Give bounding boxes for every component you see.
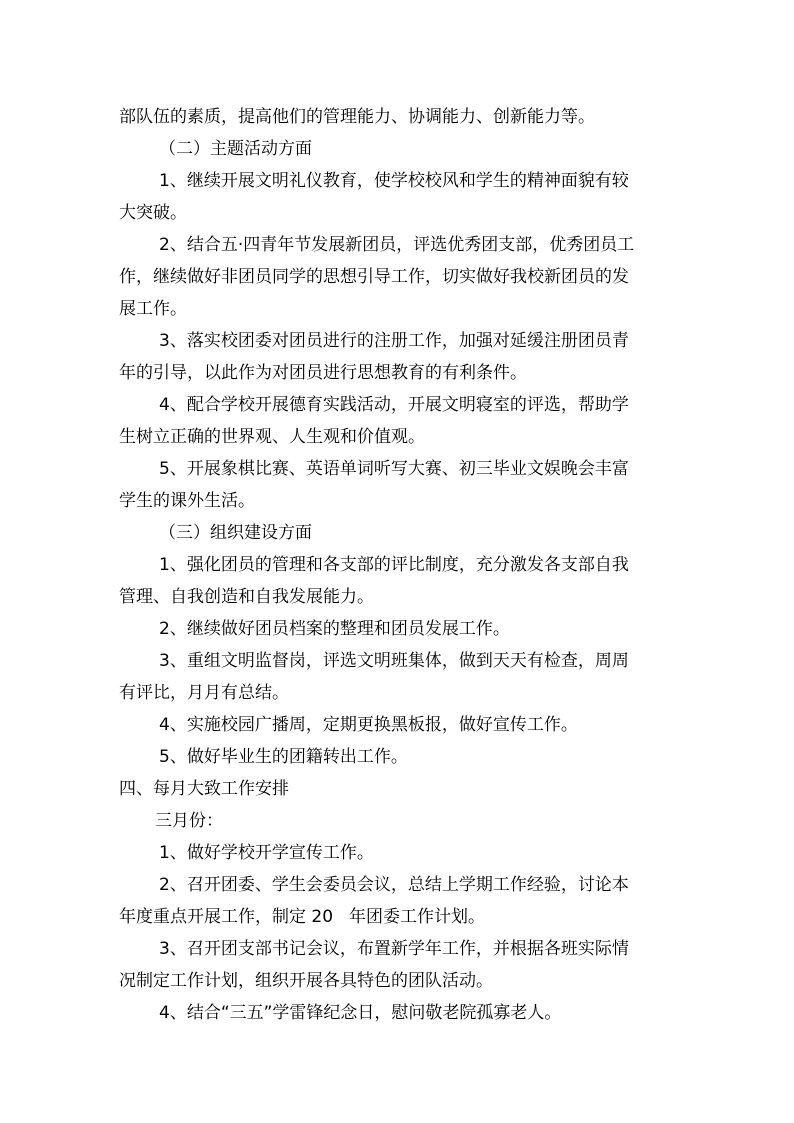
paragraph-line: 生树立正确的世界观、人生观和价值观。: [119, 427, 425, 447]
section-heading-activities: （二）主题活动方面: [159, 139, 312, 159]
paragraph-line: 2、结合五·四青年节发展新团员，评选优秀团支部，优秀团员工: [159, 235, 635, 255]
text-segment: 年度重点开展工作，制定 20: [119, 907, 334, 927]
paragraph-line: 2、继续做好团员档案的整理和团员发展工作。: [159, 619, 510, 639]
paragraph-line: 管理、自我创造和自我发展能力。: [119, 587, 374, 607]
paragraph-line: 部队伍的素质，提高他们的管理能力、协调能力、创新能力等。: [119, 107, 595, 127]
paragraph-line: 4、配合学校开展德育实践活动，开展文明寝室的评选，帮助学: [159, 395, 629, 415]
paragraph-line: 1、强化团员的管理和各支部的评比制度，充分激发各支部自我: [159, 555, 629, 575]
paragraph-line: 大突破。: [119, 203, 187, 223]
section-heading-organization: （三）组织建设方面: [159, 523, 312, 543]
paragraph-line: 1、继续开展文明礼仪教育，使学校校风和学生的精神面貌有较: [159, 171, 629, 191]
paragraph-line: 展工作。: [119, 299, 187, 319]
paragraph-line: 况制定工作计划，组织开展各具特色的团队活动。: [119, 971, 493, 991]
month-heading-march: 三月份：: [155, 811, 223, 831]
document-body: [119, 101, 679, 1029]
text-segment: 年团委工作计划。: [349, 907, 486, 927]
paragraph-line: 2、召开团委、学生会委员会议，总结上学期工作经验，讨论本: [159, 875, 629, 895]
section-heading-monthly-plan: 四、每月大致工作安排: [119, 779, 289, 799]
paragraph-line: [119, 901, 679, 933]
paragraph-line: 1、做好学校开学宣传工作。: [159, 843, 374, 863]
paragraph-line: 4、结合“三五”学雷锋纪念日，慰问敬老院孤寡老人。: [159, 1003, 562, 1023]
paragraph-line: 3、召开团支部书记会议，布置新学年工作，并根据各班实际情: [159, 939, 629, 959]
paragraph-line: 作，继续做好非团员同学的思想引导工作，切实做好我校新团员的发: [119, 267, 629, 287]
paragraph-line: 5、开展象棋比赛、英语单词听写大赛、初三毕业文娱晚会丰富: [159, 459, 629, 479]
paragraph-line: 年的引导，以此作为对团员进行思想教育的有利条件。: [119, 363, 527, 383]
paragraph-line: 3、重组文明监督岗，评选文明班集体，做到天天有检查，周周: [159, 651, 629, 671]
paragraph-line: 有评比，月月有总结。: [119, 683, 289, 703]
paragraph-line: 4、实施校园广播周，定期更换黑板报，做好宣传工作。: [159, 715, 578, 735]
paragraph-line: 学生的课外生活。: [119, 491, 255, 511]
paragraph-line: 5、做好毕业生的团籍转出工作。: [159, 747, 408, 767]
paragraph-line: 3、落实校团委对团员进行的注册工作，加强对延缓注册团员青: [159, 331, 629, 351]
